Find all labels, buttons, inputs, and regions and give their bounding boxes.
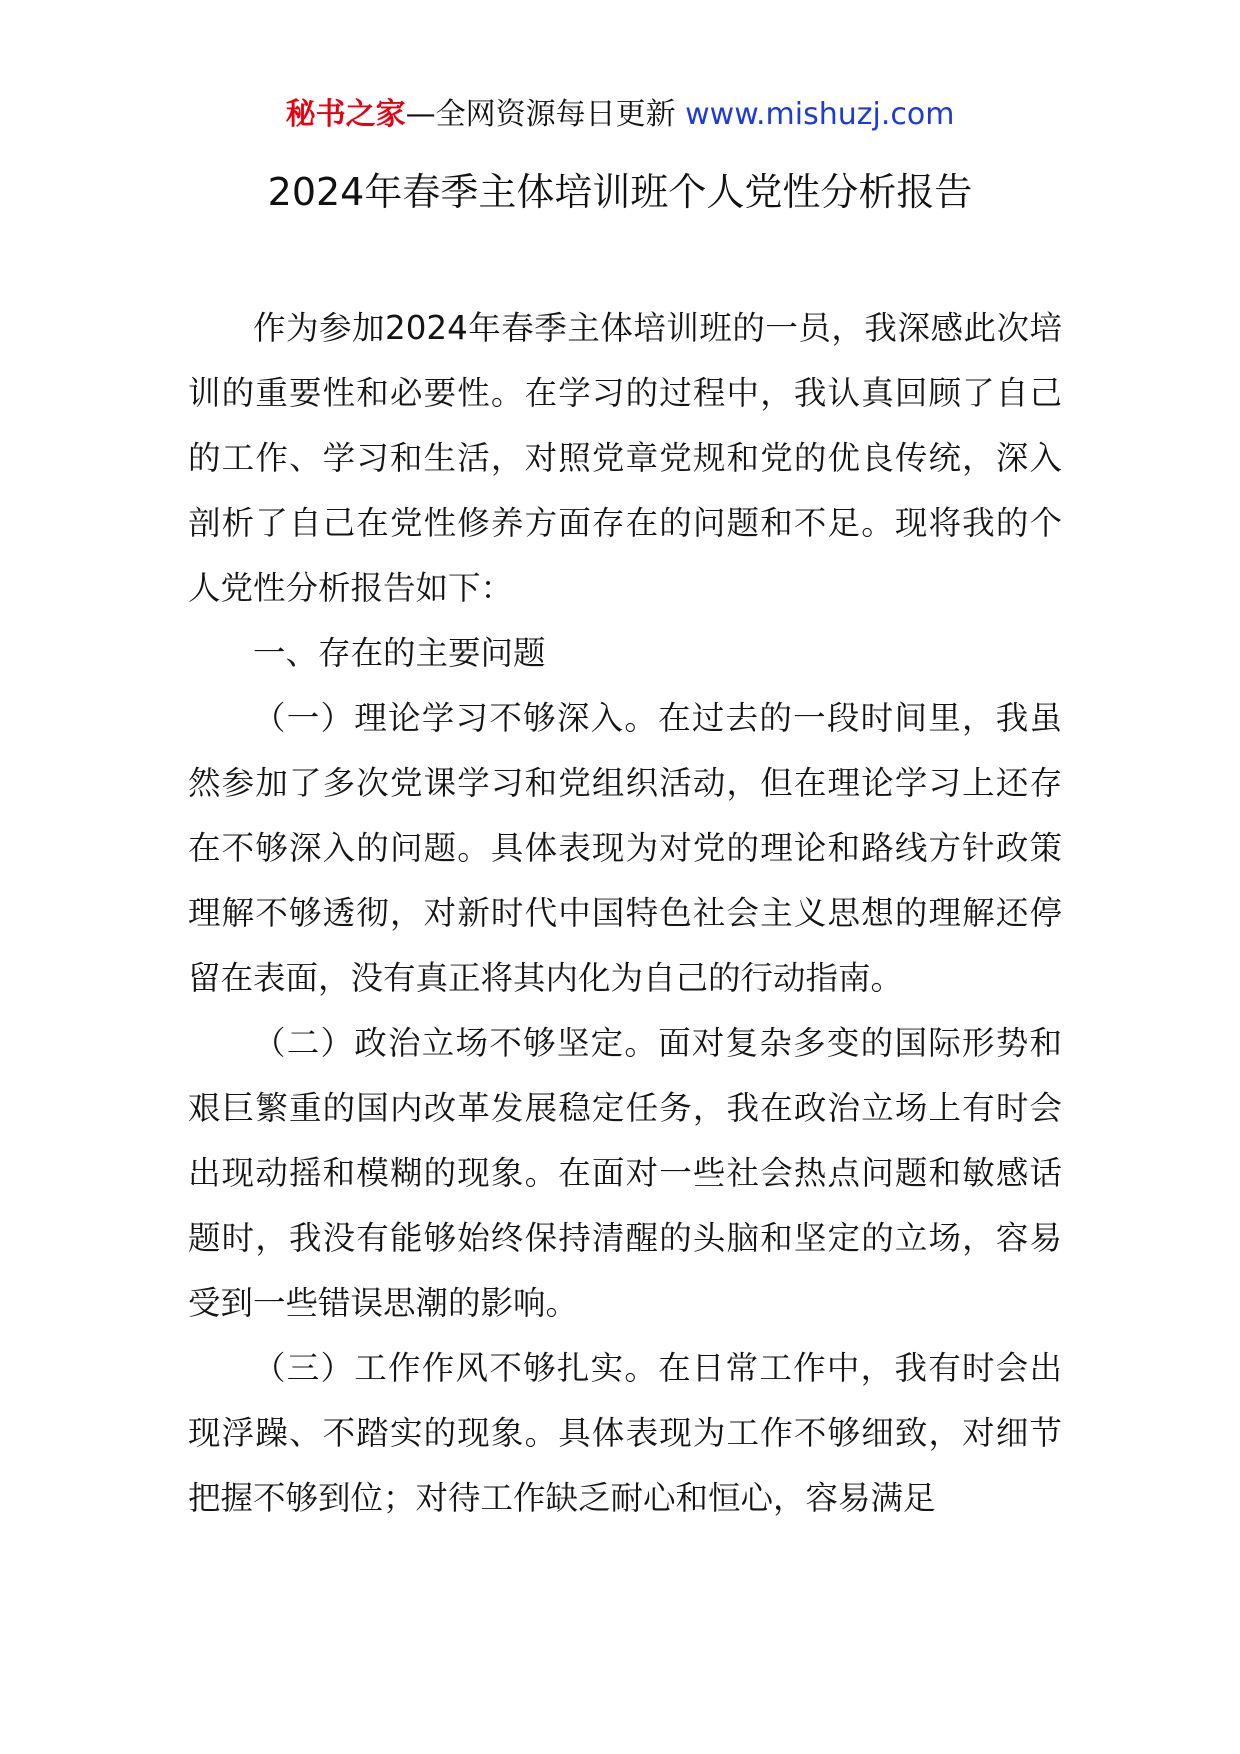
document-body (188, 296, 1062, 1531)
section-heading: 一、存在的主要问题 (253, 634, 546, 672)
site-banner (0, 95, 1240, 135)
banner-tagline: —全网资源每日更新 (405, 97, 686, 132)
issue-paragraph-3: （三）工作作风不够扎实。在日常工作中，我有时会出现浮躁、不踏实的现象。具体表现为工作不够细致，对细节把握不够到位；对待工作缺乏耐心和恒心，容易满足 (188, 1349, 1062, 1517)
brand-name: 秘书之家 (285, 97, 406, 132)
intro-paragraph: 作为参加2024年春季主体培训班的一员，我深感此次培训的重要性和必要性。在学习的过程中，我认真回顾了自己的工作、学习和生活，对照党章党规和党的优良传统，深入剖析了自己在党性修养方面存在的问题和不足。现将我的个人党性分析报告如下： (188, 309, 1062, 607)
issue-paragraph-2: （二）政治立场不够坚定。面对复杂多变的国际形势和艰巨繁重的国内改革发展稳定任务，我在政治立场上有时会出现动摇和模糊的现象。在面对一些社会热点问题和敏感话题时，我没有能够始终保持清醒的头脑和坚定的立场，容易受到一些错误思潮的影响。 (188, 1024, 1062, 1322)
document-title: 2024年春季主体培训班个人党性分析报告 (267, 170, 973, 214)
issue-paragraph-1: （一）理论学习不够深入。在过去的一段时间里，我虽然参加了多次党课学习和党组织活动，但在理论学习上还存在不够深入的问题。具体表现为对党的理论和路线方针政策理解不够透彻，对新时代中国特色社会主义思想的理解还停留在表面，没有真正将其内化为自己的行动指南。 (188, 699, 1062, 997)
site-url-link[interactable]: www.mishuzj.com (685, 97, 955, 132)
